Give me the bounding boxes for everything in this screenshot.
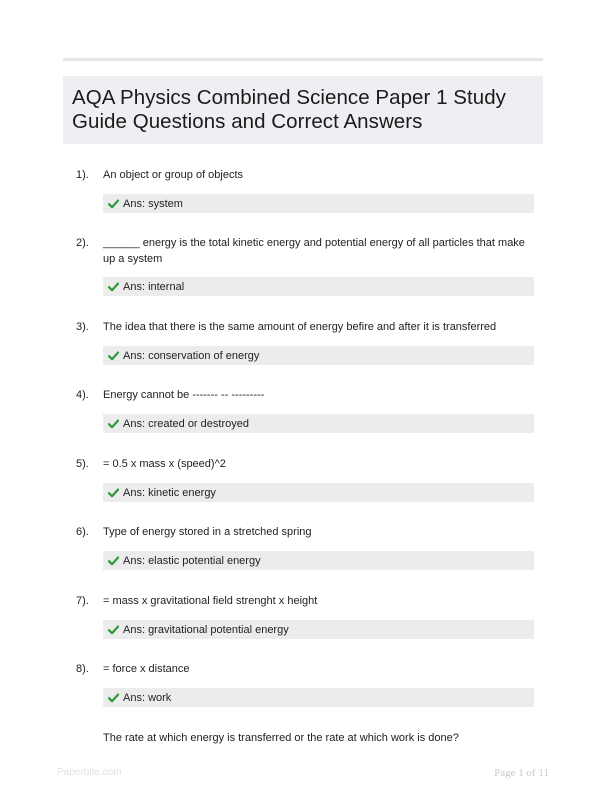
question-number: 8). xyxy=(76,663,89,675)
answer-box xyxy=(103,483,534,502)
question-text: The idea that there is the same amount of energy befire and after it is transferred xyxy=(103,321,497,333)
page-title: AQA Physics Combined Science Paper 1 Study Guide Questions and Correct Answers xyxy=(72,86,506,133)
question-text: = 0.5 x mass x (speed)^2 xyxy=(103,458,226,470)
question-number: 7). xyxy=(76,595,89,607)
answer-box xyxy=(103,414,534,433)
answer-text: Ans: system xyxy=(123,197,183,210)
watermark: Paperbite.com xyxy=(57,767,122,778)
answer-text: Ans: elastic potential energy xyxy=(123,554,261,567)
question-number: 3). xyxy=(76,321,89,333)
check-icon xyxy=(108,351,119,361)
check-icon xyxy=(108,419,119,429)
question-text: The rate at which energy is transferred or the rate at which work is done? xyxy=(103,732,459,744)
answer-box xyxy=(103,194,534,213)
page-number: Page 1 of 11 xyxy=(494,767,549,779)
question-text: Type of energy stored in a stretched spring xyxy=(103,526,312,538)
answer-text: Ans: kinetic energy xyxy=(123,486,216,499)
question-text: Energy cannot be ------- -- --------- xyxy=(103,389,265,401)
answer-text: Ans: gravitational potential energy xyxy=(123,623,289,636)
answer-box xyxy=(103,620,534,639)
answer-text: Ans: work xyxy=(123,691,172,704)
answer-box xyxy=(103,277,534,296)
check-icon xyxy=(108,488,119,498)
question-text: An object or group of objects xyxy=(103,169,244,181)
answer-box xyxy=(103,688,534,707)
check-icon xyxy=(108,556,119,566)
answer-box xyxy=(103,346,534,365)
answer-text: Ans: conservation of energy xyxy=(123,349,260,362)
question-number: 6). xyxy=(76,526,89,538)
question-text: ______ energy is the total kinetic energy and potential energy of all particles that make up a system xyxy=(103,237,525,265)
question-text: = mass x gravitational field strenght x height xyxy=(103,595,318,607)
check-icon xyxy=(108,693,119,703)
question-number: 2). xyxy=(76,237,89,249)
question-number: 5). xyxy=(76,458,89,470)
answer-box xyxy=(103,551,534,570)
top-divider xyxy=(63,58,543,61)
answer-text: Ans: internal xyxy=(123,280,185,293)
question-number: 1). xyxy=(76,169,89,181)
title-box xyxy=(63,76,543,144)
check-icon xyxy=(108,625,119,635)
question-text: = force x distance xyxy=(103,663,190,675)
question-number: 4). xyxy=(76,389,89,401)
answer-text: Ans: created or destroyed xyxy=(123,417,249,430)
check-icon xyxy=(108,282,119,292)
check-icon xyxy=(108,199,119,209)
